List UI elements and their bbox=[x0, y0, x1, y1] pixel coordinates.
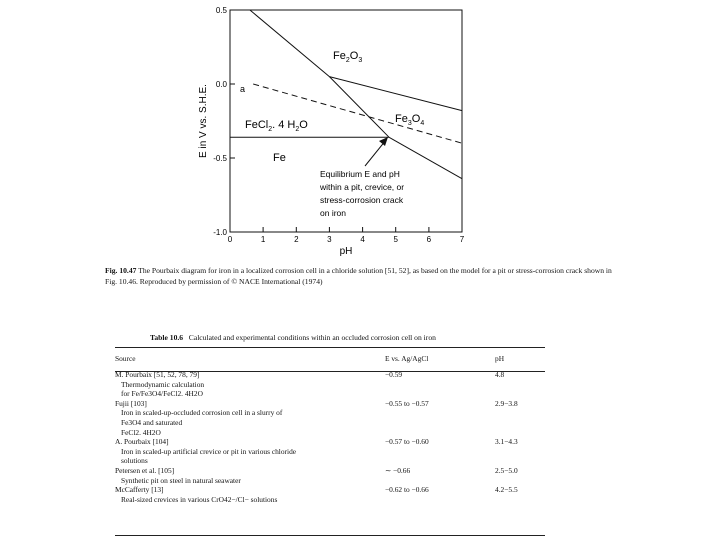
table-bottom-rule bbox=[115, 535, 545, 536]
annotation-line: within a pit, crevice, or bbox=[320, 182, 405, 192]
e-cell: −0.57 to −0.60 bbox=[385, 437, 429, 447]
x-axis-label: pH bbox=[339, 246, 353, 257]
source-name: M. Pourbaix [51, 52, 78, 79] bbox=[115, 370, 200, 379]
source-cell bbox=[115, 466, 385, 485]
source-name: Petersen et al. [105] bbox=[115, 465, 175, 475]
x-tick-label: 2 bbox=[294, 235, 299, 244]
region-label-fe: Fe bbox=[273, 152, 286, 164]
source-desc: Fe3O4 and saturated bbox=[121, 417, 183, 427]
x-tick-label: 4 bbox=[360, 235, 365, 244]
table-row bbox=[115, 399, 545, 437]
source-desc: FeCl2. 4H2O bbox=[121, 427, 161, 437]
table-row bbox=[115, 370, 545, 399]
y-tick-label: 0.5 bbox=[215, 6, 227, 15]
y-tick-label: -1.0 bbox=[213, 228, 227, 237]
x-tick-label: 1 bbox=[260, 235, 266, 244]
table-header-row bbox=[115, 350, 545, 370]
x-tick-label: 0 bbox=[227, 235, 233, 244]
y-axis-label: E in V vs. S.H.E. bbox=[198, 84, 209, 158]
table-title bbox=[150, 333, 610, 342]
source-cell bbox=[115, 370, 385, 399]
region-label-fe3o4: $Fe_3O_4$ bbox=[395, 113, 425, 127]
annotation-arrow bbox=[365, 137, 388, 166]
figure-caption-label: Fig. 10.47 bbox=[105, 266, 137, 275]
boundary-line-5 bbox=[253, 84, 462, 143]
ph-cell: 4.8 bbox=[495, 370, 505, 379]
annotation-line: on iron bbox=[320, 208, 346, 218]
x-tick-label: 6 bbox=[426, 235, 432, 244]
col-header-e: E vs. Ag/AgCl bbox=[385, 354, 429, 363]
y-tick-label: 0.0 bbox=[215, 80, 227, 89]
table-row bbox=[115, 437, 545, 466]
table-row bbox=[115, 466, 545, 485]
source-desc: Iron in scaled-up artificial crevice or pit in various chloride bbox=[121, 446, 297, 456]
region-label-fecl2: FeCl$_2$. 4 $H_2O$ bbox=[245, 119, 308, 133]
source-cell bbox=[115, 437, 385, 466]
ph-cell: 2.9−3.8 bbox=[495, 398, 518, 408]
e-cell: ∼ −0.66 bbox=[385, 465, 411, 475]
col-header-ph: pH bbox=[495, 354, 505, 363]
source-desc: Thermodynamic calculation bbox=[121, 379, 205, 389]
e-cell: −0.62 to −0.66 bbox=[385, 485, 429, 495]
figure-caption-text: The Pourbaix diagram for iron in a localized corrosion cell in a chloride solution [51, 52], as based on the model for a pit or stress-corrosion crack shown in Fig. 10.46. Reproduced by permission of © NACE International (1974) bbox=[105, 266, 612, 286]
e-cell: −0.55 to −0.57 bbox=[385, 398, 429, 408]
y-tick-label: -0.5 bbox=[213, 154, 227, 163]
x-tick-label: 5 bbox=[393, 235, 398, 244]
source-cell bbox=[115, 399, 385, 437]
x-tick-label: 3 bbox=[327, 235, 332, 244]
annotation-line: stress-corrosion crack bbox=[320, 195, 404, 205]
boundary-line-2 bbox=[329, 77, 389, 138]
source-cell bbox=[115, 485, 385, 504]
source-desc: for Fe/Fe3O4/FeCl2. 4H2O bbox=[121, 389, 203, 399]
source-name: A. Pourbaix [104] bbox=[115, 437, 169, 447]
source-name: McCafferty [13] bbox=[115, 485, 164, 495]
col-header-source: Source bbox=[115, 354, 136, 363]
region-label-fe2o3: $Fe_2O_3$ bbox=[333, 50, 363, 64]
table-title-text: Calculated and experimental conditions within an occluded corrosion cell on iron bbox=[188, 333, 436, 342]
x-tick-label: 7 bbox=[459, 235, 465, 244]
boundary-line-0 bbox=[250, 10, 330, 77]
ph-cell: 4.2−5.5 bbox=[495, 485, 518, 495]
figure-caption bbox=[105, 266, 625, 287]
e-cell: −0.59 bbox=[385, 370, 403, 379]
source-desc: solutions bbox=[121, 456, 148, 466]
y-tick-marks bbox=[230, 10, 235, 232]
table-label: Table 10.6 bbox=[150, 333, 184, 342]
pourbaix-diagram bbox=[180, 0, 480, 265]
annotation-line: Equilibrium E and pH bbox=[320, 169, 400, 179]
ph-cell: 3.1−4.3 bbox=[495, 437, 518, 447]
boundary-line-4 bbox=[389, 137, 462, 178]
line-a-label: a bbox=[240, 84, 246, 94]
boundary-line-1 bbox=[329, 77, 462, 111]
ph-cell: 2.5−5.0 bbox=[495, 465, 518, 475]
source-name: Fujii [103] bbox=[115, 398, 147, 408]
source-desc: Real-sized crevices in various CrO42−/Cl− solutions bbox=[121, 494, 278, 504]
source-desc: Synthetic pit on steel in natural seawater bbox=[121, 475, 241, 485]
conditions-table bbox=[115, 350, 545, 504]
table-top-rule bbox=[115, 347, 545, 348]
table-row bbox=[115, 485, 545, 504]
source-desc: Iron in scaled-up-occluded corrosion cell in a slurry of bbox=[121, 408, 283, 418]
x-tick-marks bbox=[230, 227, 462, 232]
